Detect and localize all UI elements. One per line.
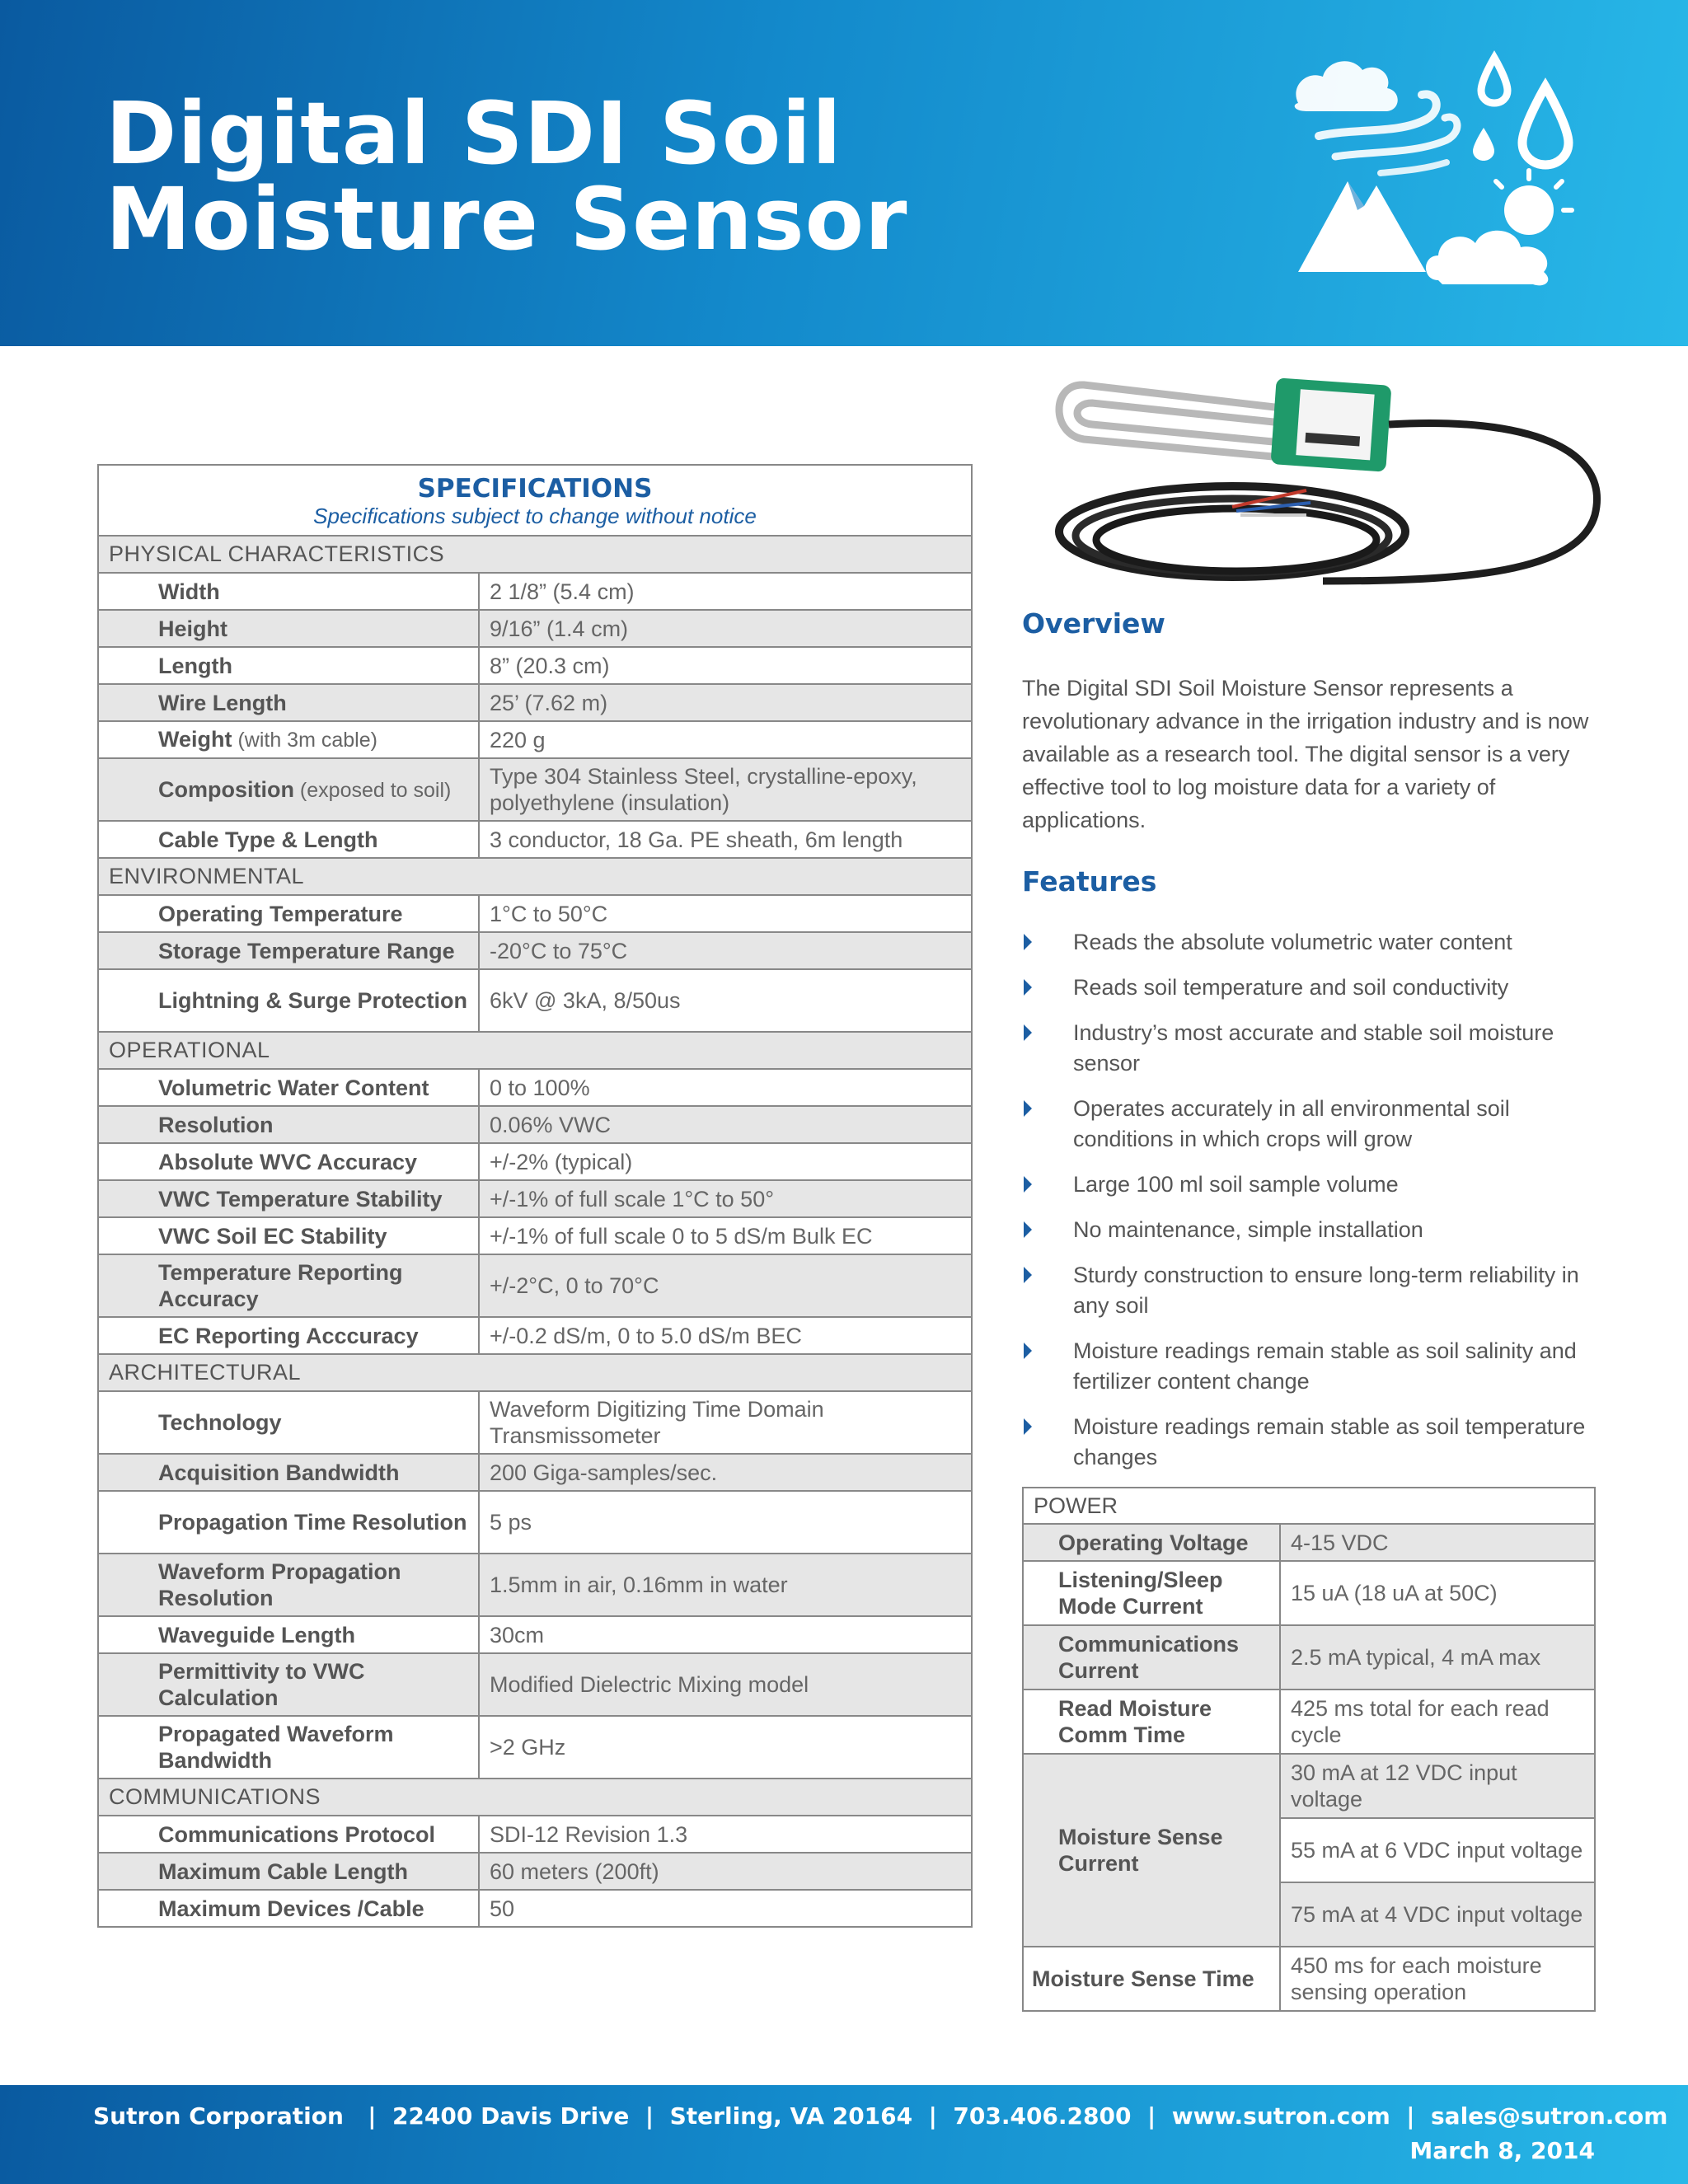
- spec-row: [98, 684, 972, 721]
- power-value: 2.5 mA typical, 4 mA max: [1280, 1625, 1595, 1690]
- spec-value: Modified Dielectric Mixing model: [479, 1653, 972, 1716]
- spec-row: [98, 895, 972, 932]
- feature-text: Large 100 ml soil sample volume: [1073, 1172, 1399, 1197]
- power-value: 15 uA (18 uA at 50C): [1280, 1561, 1595, 1625]
- spec-value: 5 ps: [479, 1491, 972, 1554]
- spec-label: Volumetric Water Content: [98, 1069, 479, 1106]
- spec-value: -20°C to 75°C: [479, 932, 972, 969]
- spec-label: Height: [158, 616, 227, 641]
- spec-label: Lightning & Surge Protection: [98, 969, 479, 1032]
- footer-separator: |: [1406, 2102, 1415, 2130]
- power-label: Moisture Sense Time: [1023, 1947, 1280, 2011]
- power-row: [1023, 1690, 1595, 1754]
- triangle-bullet-icon: [1024, 1221, 1032, 1238]
- list-item: [1022, 1336, 1615, 1397]
- footer-separator: |: [368, 2102, 377, 2130]
- spec-row: [98, 1106, 972, 1143]
- spec-label: Composition: [158, 776, 294, 802]
- spec-value: >2 GHz: [479, 1716, 972, 1779]
- spec-label: Propagation Time Resolution: [98, 1491, 479, 1554]
- spec-row: [98, 1254, 972, 1317]
- spec-label: Storage Temperature Range: [98, 932, 479, 969]
- spec-label: Operating Temperature: [98, 895, 479, 932]
- spec-row: [98, 721, 972, 758]
- spec-label: EC Reporting Acccuracy: [98, 1317, 479, 1354]
- triangle-bullet-icon: [1024, 979, 1032, 996]
- spec-value: 200 Giga-samples/sec.: [479, 1454, 972, 1491]
- power-value: 450 ms for each moisture sensing operation: [1280, 1947, 1595, 2011]
- list-item: [1022, 927, 1615, 958]
- spec-row: [98, 1890, 972, 1927]
- spec-value: 25’ (7.62 m): [479, 684, 972, 721]
- spec-value: 220 g: [479, 721, 972, 758]
- power-label: Read Moisture Comm Time: [1023, 1690, 1280, 1754]
- spec-value: +/-1% of full scale 0 to 5 dS/m Bulk EC: [479, 1217, 972, 1254]
- spec-row: [98, 1616, 972, 1653]
- power-row: [1023, 1561, 1595, 1625]
- footer-email-link[interactable]: sales@sutron.com: [1431, 2102, 1668, 2130]
- power-label: Communications Current: [1023, 1625, 1280, 1690]
- triangle-bullet-icon: [1024, 1100, 1032, 1117]
- spec-label: Acquisition Bandwidth: [98, 1454, 479, 1491]
- spec-label: Maximum Cable Length: [98, 1853, 479, 1890]
- spec-row: [98, 573, 972, 610]
- power-table: [1022, 1487, 1596, 2012]
- triangle-bullet-icon: [1024, 934, 1032, 950]
- footer-website-link[interactable]: www.sutron.com: [1171, 2102, 1390, 2130]
- power-value: 30 mA at 12 VDC input voltage: [1280, 1754, 1595, 1818]
- specifications-title: SPECIFICATIONS: [417, 474, 653, 504]
- overview-heading: Overview: [1022, 607, 1165, 640]
- spec-row: [98, 1491, 972, 1554]
- list-item: [1022, 1094, 1615, 1155]
- power-row: [1023, 1947, 1595, 2011]
- footer-date: March 8, 2014: [1409, 2137, 1595, 2164]
- features-heading: Features: [1022, 865, 1157, 898]
- spec-label: Weight: [158, 727, 232, 752]
- spec-value: 6kV @ 3kA, 8/50us: [479, 969, 972, 1032]
- spec-label: Width: [158, 579, 220, 604]
- spec-value: +/-1% of full scale 1°C to 50°: [479, 1180, 972, 1217]
- section-communications: COMMUNICATIONS: [98, 1779, 972, 1816]
- header-banner: [0, 0, 1688, 346]
- spec-row: [98, 1217, 972, 1254]
- spec-label: Absolute WVC Accuracy: [98, 1143, 479, 1180]
- spec-row: [98, 932, 972, 969]
- spec-row: [98, 1554, 972, 1616]
- spec-value: Waveform Digitizing Time Domain Transmissometer: [479, 1391, 972, 1454]
- spec-value: 2 1/8” (5.4 cm): [479, 573, 972, 610]
- section-operational: OPERATIONAL: [98, 1032, 972, 1069]
- feature-text: Industry’s most accurate and stable soil moisture sensor: [1073, 1020, 1554, 1076]
- spec-row: [98, 1653, 972, 1716]
- spec-row: [98, 1180, 972, 1217]
- triangle-bullet-icon: [1024, 1176, 1032, 1193]
- spec-note: (with 3m cable): [232, 729, 377, 752]
- spec-value: 3 conductor, 18 Ga. PE sheath, 6m length: [479, 821, 972, 858]
- spec-value: +/-2°C, 0 to 70°C: [479, 1254, 972, 1317]
- spec-value: SDI-12 Revision 1.3: [479, 1816, 972, 1853]
- list-item: [1022, 972, 1615, 1003]
- power-row: [1023, 1754, 1595, 1818]
- spec-value: 1°C to 50°C: [479, 895, 972, 932]
- footer-phone: 703.406.2800: [953, 2102, 1132, 2130]
- spec-label: Propagated Waveform Bandwidth: [98, 1716, 479, 1779]
- feature-text: Operates accurately in all environmental soil conditions in which crops will grow: [1073, 1096, 1510, 1151]
- power-value: 425 ms total for each read cycle: [1280, 1690, 1595, 1754]
- feature-text: Moisture readings remain stable as soil temperature changes: [1073, 1414, 1586, 1469]
- soil-sensor-photo: [1034, 375, 1628, 614]
- feature-text: Reads the absolute volumetric water content: [1073, 930, 1512, 954]
- footer-company: Sutron Corporation: [93, 2102, 344, 2130]
- specifications-table: [97, 464, 973, 1928]
- overview-text: The Digital SDI Soil Moisture Sensor represents a revolutionary advance in the irrigation industry and is now available as a research tool. The digital sensor is a very effective tool to log moisture data for a variety of applications.: [1022, 676, 1589, 832]
- footer-city: Sterling, VA 20164: [669, 2102, 913, 2130]
- spec-value: Type 304 Stainless Steel, crystalline-epoxy, polyethylene (insulation): [479, 758, 972, 821]
- power-value: 55 mA at 6 VDC input voltage: [1280, 1818, 1595, 1882]
- footer-banner: [0, 2085, 1688, 2184]
- spec-label: Technology: [98, 1391, 479, 1454]
- list-item: [1022, 1260, 1615, 1321]
- page-title: Digital SDI Soil Moisture Sensor: [106, 83, 908, 269]
- spec-label: Permittivity to VWC Calculation: [98, 1653, 479, 1716]
- spec-label: Maximum Devices /Cable: [98, 1890, 479, 1927]
- spec-value: 60 meters (200ft): [479, 1853, 972, 1890]
- spec-row: [98, 1317, 972, 1354]
- triangle-bullet-icon: [1024, 1343, 1032, 1359]
- specifications-header: [98, 465, 972, 536]
- power-value: 75 mA at 4 VDC input voltage: [1280, 1882, 1595, 1947]
- spec-label: Resolution: [98, 1106, 479, 1143]
- triangle-bullet-icon: [1024, 1267, 1032, 1283]
- spec-row: [98, 1069, 972, 1106]
- spec-value: 30cm: [479, 1616, 972, 1653]
- feature-text: Moisture readings remain stable as soil salinity and fertilizer content change: [1073, 1338, 1577, 1394]
- footer-separator: |: [928, 2102, 937, 2130]
- triangle-bullet-icon: [1024, 1418, 1032, 1435]
- specifications-subtitle: Specifications subject to change without notice: [313, 504, 757, 528]
- feature-text: No maintenance, simple installation: [1073, 1217, 1423, 1242]
- section-architectural: ARCHITECTURAL: [98, 1354, 972, 1391]
- spec-row: [98, 1716, 972, 1779]
- list-item: [1022, 1215, 1615, 1245]
- spec-label: Communications Protocol: [98, 1816, 479, 1853]
- list-item: [1022, 1169, 1615, 1200]
- power-row: [1023, 1625, 1595, 1690]
- spec-label: Waveform Propagation Resolution: [98, 1554, 479, 1616]
- weather-icons: [1282, 45, 1595, 293]
- spec-value: 0 to 100%: [479, 1069, 972, 1106]
- spec-row: [98, 1454, 972, 1491]
- spec-label: Cable Type & Length: [158, 827, 378, 852]
- spec-row: [98, 969, 972, 1032]
- spec-value: +/-0.2 dS/m, 0 to 5.0 dS/m BEC: [479, 1317, 972, 1354]
- spec-row: [98, 647, 972, 684]
- power-label: Operating Voltage: [1023, 1524, 1280, 1561]
- spec-value: 8” (20.3 cm): [479, 647, 972, 684]
- triangle-bullet-icon: [1024, 1024, 1032, 1041]
- footer-contact: [93, 2102, 1668, 2130]
- spec-value: 0.06% VWC: [479, 1106, 972, 1143]
- list-item: [1022, 1018, 1615, 1079]
- spec-label: Wire Length: [158, 690, 287, 715]
- list-item: [1022, 1412, 1615, 1473]
- power-value: 4-15 VDC: [1280, 1524, 1595, 1561]
- features-list: [1022, 927, 1615, 1488]
- power-label: Listening/Sleep Mode Current: [1023, 1561, 1280, 1625]
- spec-note: (exposed to soil): [293, 778, 452, 802]
- power-row: [1023, 1524, 1595, 1561]
- spec-value: 50: [479, 1890, 972, 1927]
- section-physical: PHYSICAL CHARACTERISTICS: [98, 536, 972, 573]
- footer-address: 22400 Davis Drive: [392, 2102, 630, 2130]
- spec-value: 1.5mm in air, 0.16mm in water: [479, 1554, 972, 1616]
- footer-separator: |: [1146, 2102, 1156, 2130]
- spec-row: [98, 1391, 972, 1454]
- feature-text: Reads soil temperature and soil conductivity: [1073, 975, 1509, 1000]
- power-label: Moisture Sense Current: [1023, 1754, 1280, 1947]
- feature-text: Sturdy construction to ensure long-term reliability in any soil: [1073, 1263, 1579, 1318]
- spec-row: [98, 1853, 972, 1890]
- spec-row: [98, 1143, 972, 1180]
- spec-row: [98, 610, 972, 647]
- section-environmental: ENVIRONMENTAL: [98, 858, 972, 895]
- spec-row: [98, 758, 972, 821]
- footer-separator: |: [645, 2102, 654, 2130]
- power-heading: POWER: [1023, 1488, 1595, 1524]
- spec-label: Temperature Reporting Accuracy: [98, 1254, 479, 1317]
- spec-value: +/-2% (typical): [479, 1143, 972, 1180]
- spec-label: VWC Soil EC Stability: [98, 1217, 479, 1254]
- spec-label: Length: [158, 653, 232, 678]
- spec-label: VWC Temperature Stability: [98, 1180, 479, 1217]
- spec-value: 9/16” (1.4 cm): [479, 610, 972, 647]
- spec-row: [98, 1816, 972, 1853]
- spec-label: Waveguide Length: [98, 1616, 479, 1653]
- spec-row: [98, 821, 972, 858]
